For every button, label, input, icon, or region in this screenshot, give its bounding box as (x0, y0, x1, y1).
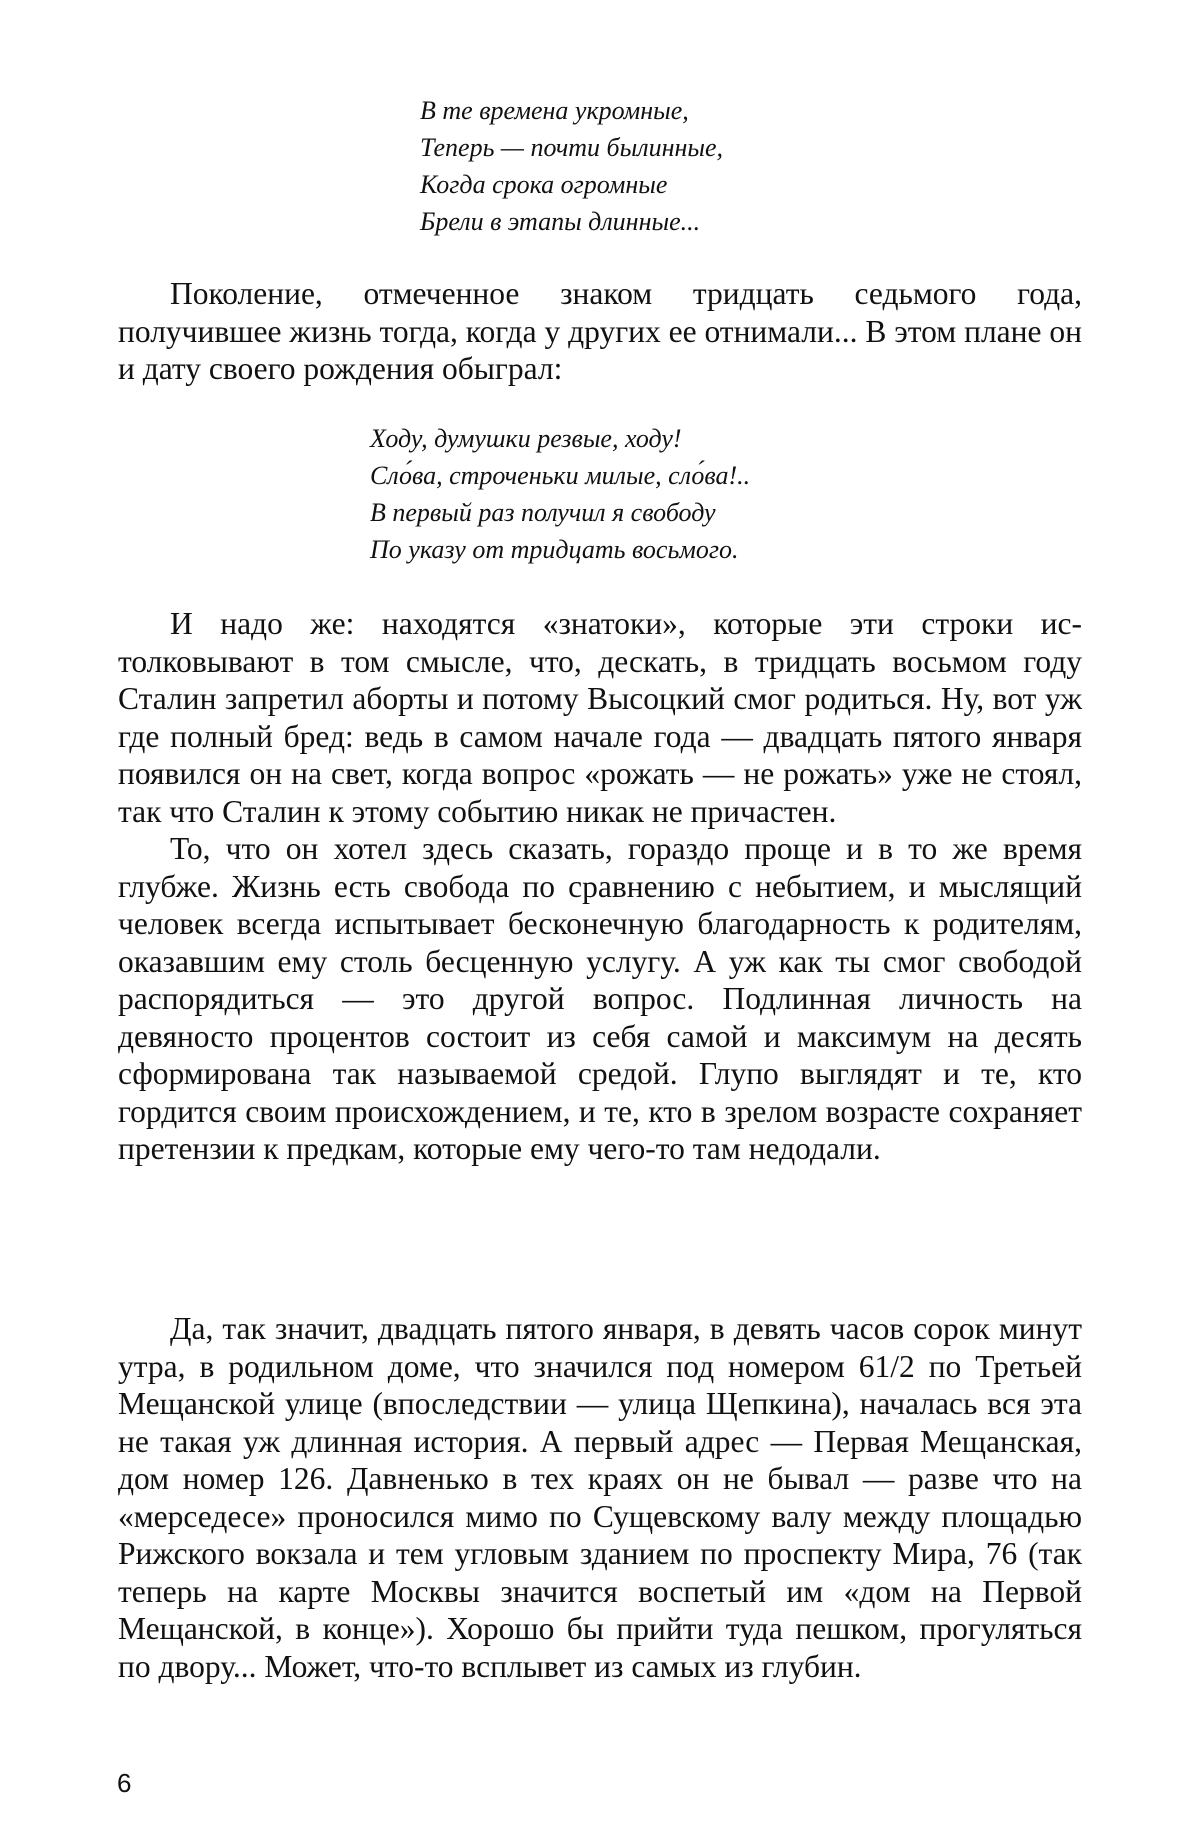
epigraph-verse (420, 92, 723, 240)
paragraph-block (118, 1310, 1082, 1685)
verse-line: Когда срока огромные (420, 166, 723, 203)
verse-line: Теперь — почти былинные, (420, 129, 723, 166)
paragraph: То, что он хотел здесь сказать, гораздо проще и в то же время глубже. Жизнь есть свобода по сравнению с небыти­ем, и мыслящий человек всегда испытывает бесконечную благодарность к родителям, оказавшим ему столь бесценную услугу. А уж как ты смог свободой распорядиться — это дру­гой вопрос. Подлинная личность на девяносто процентов со­стоит из себя самой и максимум на десять сформирована так называемой средой. Глупо выглядят и те, кто гордится сво­им происхождением, и те, кто в зрелом возрасте сохраняет претензии к предкам, которые ему чего-то там недодали. (118, 830, 1082, 1168)
paragraph: И надо же: находятся «знатоки», которые эти строки ис­толковывают в том смысле, что, дескать, в тридцать восьмом году Сталин запретил аборты и потому Высоцкий смог ро­диться. Ну, вот уж где полный бред: ведь в самом начале го­да — двадцать пятого января появился он на свет, когда во­прос «рожать — не рожать» уже не стоял, так что Сталин к этому событию никак не причастен. (118, 605, 1082, 830)
verse-line: В первый раз получил я свободу (370, 494, 750, 531)
quoted-verse (370, 420, 750, 568)
paragraph: Да, так значит, двадцать пятого января, в девять часов сорок минут утра, в родильном доме, что значился под но­мером 61/2 по Третьей Мещанской улице (впоследствии — улица Щепкина), началась вся эта не такая уж длинная ис­тория. А первый адрес — Первая Мещанская, дом номер 126. Давненько в тех краях он не бывал — разве что на «мерседесе» проносился мимо по Сущевскому валу между площадью Рижского вокзала и тем угловым зданием по про­спекту Мира, 76 (так теперь на карте Москвы значится вос­петый им «дом на Первой Мещанской, в конце»). Хорошо бы прийти туда пешком, прогуляться по двору... Может, что-то всплывет из самых из глубин. (118, 1310, 1082, 1685)
book-page (0, 0, 1200, 1844)
paragraph-block (118, 275, 1082, 388)
verse-line: Сло́ва, строченьки милые, сло́ва!.. (370, 457, 750, 494)
paragraph-block (118, 605, 1082, 1168)
verse-line: Брели в этапы длинные... (420, 203, 723, 240)
verse-line: Ходу, думушки резвые, ходу! (370, 420, 750, 457)
page-number: 6 (117, 1768, 131, 1799)
verse-line: В те времена укромные, (420, 92, 723, 129)
verse-line: По указу от тридцать восьмого. (370, 531, 750, 568)
paragraph: Поколение, отмеченное знаком тридцать седьмого года, получившее жизнь тогда, когда у других ее отнимали... В этом плане он и дату своего рождения обыграл: (118, 275, 1082, 388)
